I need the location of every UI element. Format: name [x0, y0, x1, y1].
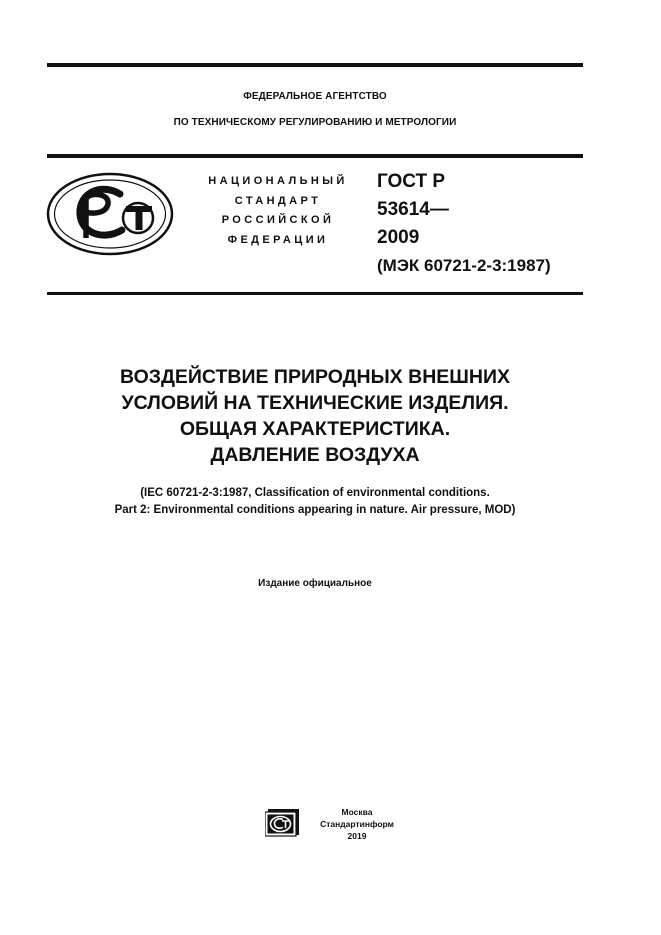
- standard-type-block: [180, 172, 376, 250]
- standard-type-line-3: РОССИЙСКОЙ: [221, 214, 335, 226]
- publisher-city: Москва: [341, 807, 373, 817]
- document-title: [47, 364, 583, 468]
- document-subtitle: [47, 485, 583, 519]
- designation-line-2: 53614—: [377, 199, 449, 220]
- title-line-3: ОБЩАЯ ХАРАКТЕРИСТИКА.: [179, 418, 451, 440]
- title-line-2: УСЛОВИЙ НА ТЕХНИЧЕСКИЕ ИЗДЕЛИЯ.: [121, 392, 509, 414]
- bottom-rule: [47, 292, 583, 295]
- designation-line-4: (МЭК 60721-2-3:1987): [377, 256, 551, 275]
- edition-label: Издание официальное: [258, 578, 372, 589]
- publisher-name: Стандартинформ: [320, 819, 394, 829]
- standard-type-line-2: СТАНДАРТ: [234, 194, 322, 207]
- standard-type-line-1: НАЦИОНАЛЬНЫЙ: [208, 175, 348, 187]
- publisher-year: 2019: [347, 831, 367, 841]
- title-line-1: ВОЗДЕЙСТВИЕ ПРИРОДНЫХ ВНЕШНИХ: [120, 366, 510, 388]
- agency-name-line-2: ПО ТЕХНИЧЕСКОМУ РЕГУЛИРОВАНИЮ И МЕТРОЛОГИИ: [173, 117, 457, 128]
- middle-rule: [47, 154, 583, 158]
- designation-line-1: ГОСТ Р: [377, 171, 446, 192]
- rst-certification-mark-icon: [46, 172, 174, 256]
- top-rule: [47, 63, 583, 67]
- agency-name-line-1: ФЕДЕРАЛЬНОЕ АГЕНТСТВО: [243, 91, 387, 102]
- subtitle-line-2: Part 2: Environmental conditions appearing in nature. Air pressure, MOD): [114, 504, 516, 516]
- standartinform-logo-icon: [265, 807, 301, 837]
- publisher-block: [305, 806, 409, 842]
- subtitle-line-1: (IEC 60721-2-3:1987, Classification of environmental conditions.: [140, 487, 490, 499]
- standard-designation: [377, 168, 551, 280]
- standard-type-line-4: ФЕДЕРАЦИИ: [227, 233, 329, 246]
- designation-line-3: 2009: [377, 227, 420, 248]
- title-line-4: ДАВЛЕНИЕ ВОЗДУХА: [210, 444, 420, 466]
